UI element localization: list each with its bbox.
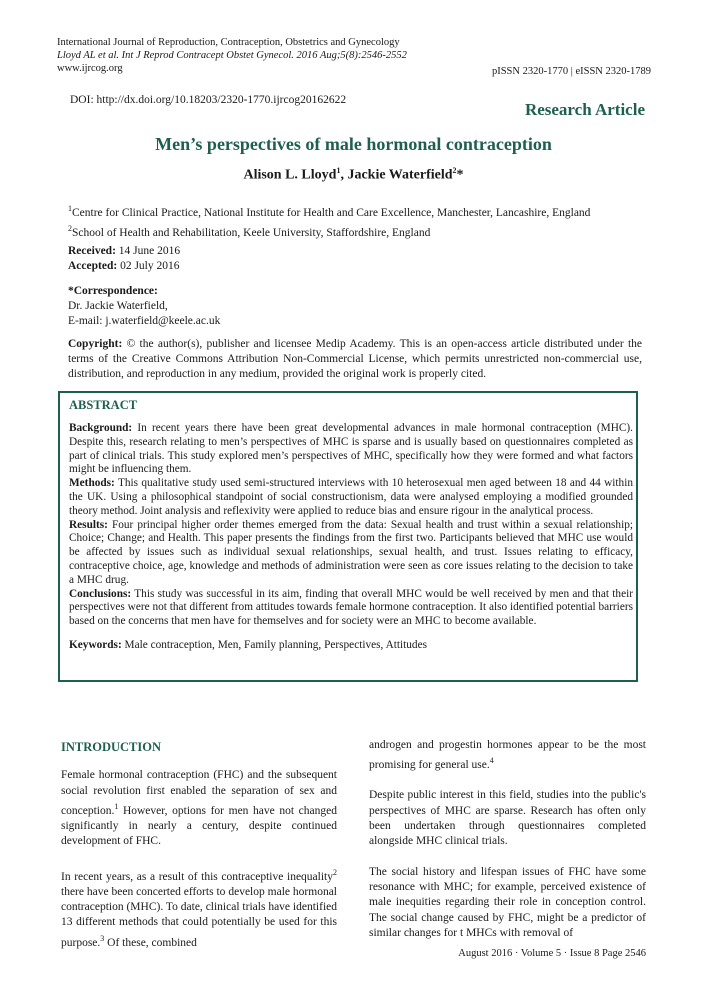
section-heading-introduction: INTRODUCTION [61, 740, 162, 754]
correspondence-label: *Correspondence: [68, 285, 158, 297]
paragraph: The social history and lifespan issues of FHC have some resonance with MHC; for example, perceived existence of male inequities regarding their role in conception control. The social change caused by FHC, might be a predictor of similar changes for t MHCs with removal of [369, 865, 646, 939]
paragraph-text: However, options for men have not changed significantly in nearly a century, despite continued development of FHC. [61, 804, 337, 848]
keywords-label: Keywords: [69, 638, 122, 651]
received-value: 14 June 2016 [115, 245, 181, 257]
copyright-text: © the author(s), publisher and licensee Medip Academy. This is an open-access article distributed under the terms of the Creative Commons Attribution Non-Commercial License, which permits unrestricted non-commercial use, distribution, and reproduction in any medium, provided the original work is properly cited. [68, 338, 642, 380]
section-text: This study was successful in its aim, finding that overall MHC would be well received by men and that their perspectives were not that different from attitudes towards female hormone contraception. It also identified potential barriers based on the concerns that men have for themselves and for society were an MHC to become available. [69, 587, 633, 628]
reference-mark[interactable]: 3 [100, 933, 105, 943]
reference-mark[interactable]: 1 [114, 801, 119, 811]
issn: pISSN 2320-1770 | eISSN 2320-1789 [491, 66, 651, 77]
abstract-background [69, 422, 633, 477]
paragraph-text: Of these, combined [104, 936, 197, 949]
accepted-label: Accepted: [68, 260, 118, 272]
reference-mark[interactable]: 2 [333, 867, 337, 877]
paragraph-text: androgen and progestin hormones appear to be the most promising for general use. [369, 739, 646, 772]
copyright-notice [68, 337, 642, 382]
keywords [69, 639, 633, 653]
citation: Lloyd AL et al. Int J Reprod Contracept Obstet Gynecol. 2016 Aug;5(8):2546-2552 [57, 50, 407, 61]
affiliation [68, 201, 648, 221]
correspondence-email[interactable]: E-mail: j.waterfield@keele.ac.uk [68, 315, 221, 327]
author-name: Jackie Waterfield [347, 167, 453, 183]
keywords-text: Male contraception, Men, Family planning, Perspectives, Attitudes [121, 638, 427, 651]
affiliations [68, 201, 648, 241]
received-label: Received: [68, 245, 116, 257]
journal-header [57, 36, 407, 75]
affiliation-mark: 1 [68, 204, 72, 213]
accepted-value: 02 July 2016 [117, 260, 180, 272]
journal-name: International Journal of Reproduction, Contraception, Obstetrics and Gynecology [57, 37, 400, 48]
article-title: Men’s perspectives of male hormonal contraception [155, 134, 552, 154]
paragraph-text: In recent years, as a result of this contraceptive inequality [61, 870, 333, 883]
affiliation-text: Centre for Clinical Practice, National Institute for Health and Care Excellence, Manchester, Lancashire, England [72, 206, 591, 219]
correspondence [68, 284, 220, 329]
section-label: Results: [69, 518, 108, 531]
reference-mark[interactable]: 4 [489, 756, 494, 766]
section-text: Four principal higher order themes emerged from the data: Sexual health and trust within a sexual relationship; Choice; Change; and Health. This paper presents the findings from the first two. Participants believed that MHC use would be affected by issues such as individual sexual relationships, sexual health, and trust. Issues relating to efficacy, contraceptive choice, age, knowledge and methods of administration were seen as core issues relating to the decision to take a MHC drug. [69, 518, 633, 586]
received-date [68, 244, 180, 259]
abstract-results [69, 519, 633, 588]
right-column [369, 738, 646, 956]
paragraph [61, 768, 337, 849]
section-text: This qualitative study used semi-structured interviews with 10 heterosexual men aged between 18 and 44 within the UK. Using a philosophical standpoint of social constructionism, data were analysed employing a modified grounded theory method. Joint analysis and reflexivity were applied to reduce bias and ensure rigour in the analytical process. [69, 477, 633, 517]
article-dates [68, 244, 180, 274]
article-type: Research Article [524, 100, 645, 119]
paragraph-text: there have been concerted efforts to develop male hormonal contraception (MHC). To date, clinical trials have identified 13 different methods that could potentially be used for this purpose. [61, 885, 337, 949]
abstract-conclusions [69, 588, 633, 629]
correspondence-name: Dr. Jackie Waterfield, [68, 300, 168, 312]
section-text: In recent years there have been great developmental advances in male hormonal contraception (MHC). Despite this, research relating to men’s perspectives of MHC is sparse and is usually based on questionnaires completed as part of clinical trials. This study explored men’s perspectives of MHC, specifically how they were formed and what factors might be influencing them. [69, 422, 633, 476]
corresponding-mark: * [456, 167, 464, 183]
section-label: Background: [69, 422, 133, 434]
author-list [0, 166, 707, 184]
doi-link[interactable]: DOI: http://dx.doi.org/10.18203/2320-1770.ijrcog20162622 [70, 94, 347, 106]
page-footer: August 2016 · Volume 5 · Issue 8 Page 2546 [458, 948, 646, 959]
abstract-box [58, 391, 638, 682]
copyright-label: Copyright: [68, 338, 123, 350]
accepted-date [68, 259, 180, 274]
affiliation [68, 221, 648, 241]
affiliation-mark: 2 [68, 223, 72, 233]
author-name: Alison L. Lloyd [243, 167, 337, 183]
author-separator: , [340, 167, 348, 183]
journal-website[interactable]: www.ijrcog.org [57, 63, 123, 74]
left-column [61, 740, 337, 966]
abstract-methods [69, 477, 633, 518]
paragraph: Despite public interest in this field, studies into the public's perspectives of MHC are sparse. Research has often only been undertaken through questionnaires completed alongside MHC clinical trials. [369, 789, 646, 848]
paragraph-text: Female hormonal contraception (FHC) and the subsequent social revolution first enabled the separation of sex and conception. [61, 769, 337, 817]
affiliation-mark: 1 [336, 166, 341, 175]
affiliation-mark: 2 [452, 166, 457, 175]
abstract-heading: ABSTRACT [69, 398, 138, 412]
paragraph [61, 865, 337, 951]
section-label: Methods: [69, 477, 115, 490]
section-label: Conclusions: [69, 587, 132, 600]
paragraph [369, 738, 646, 773]
affiliation-text: School of Health and Rehabilitation, Keele University, Staffordshire, England [72, 226, 431, 239]
